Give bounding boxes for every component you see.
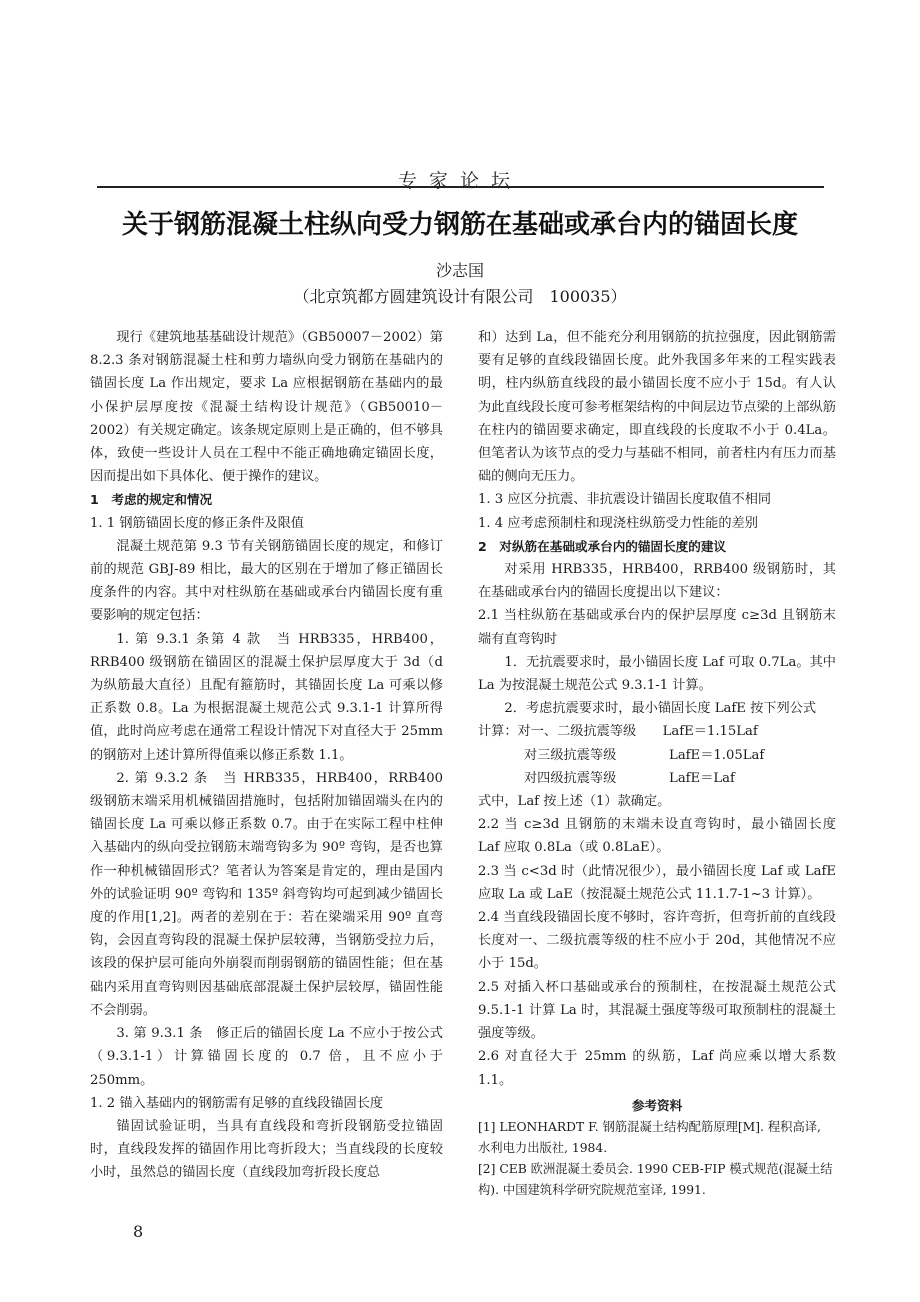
paragraph: 1. 3 应区分抗震、非抗震设计锚固长度取值不相同 bbox=[478, 492, 772, 508]
author-affiliation: （北京筑都方圆建筑设计有限公司 100035） bbox=[293, 287, 627, 306]
paragraph: 2.2 当 c≥3d 且钢筋的末端未设直弯钩时，最小锚固长度 Laf 应取 0.8La（或 0.8LaE）。 bbox=[478, 817, 836, 856]
author-name: 沙志国 bbox=[435, 261, 484, 280]
paragraph: 对三级抗震等级 LafE＝1.05Laf bbox=[524, 747, 765, 763]
paragraph: 2. 第 9.3.2 条 当 HRB335，HRB400，RRB400 级钢筋末端采用机械锚固措施时，包括附加锚固端头在内的锚固长度 La 可乘以修正系数 0.7。由于在实际工程中柱伸入基础内的纵向受拉钢筋末端弯钩多为 90º 弯钩，是否也算作一种机械锚固形式？笔者认为答案是肯定的，理由是国内外的试验证明 90º 弯钩和 135º 斜弯钩均可起到减少锚固长度的作用[1,2]。两者的差别在于：若在梁端采用 90º 直弯钩，会因直弯钩段的混凝土保护层较薄，当钢筋受拉力后，该段的保护层可能向外崩裂而削弱钢筋的锚固性能；但在基础内采用直弯钩则因基础底部混凝土保护层较厚，锚固性能不会削弱。 bbox=[90, 770, 443, 1018]
page-number: 8 bbox=[133, 1222, 144, 1241]
paragraph: 2.6 对直径大于 25mm 的纵筋，Laf 尚应乘以增大系数 1.1。 bbox=[478, 1049, 836, 1088]
paragraph: 1. 2 锚入基础内的钢筋需有足够的直线段锚固长度 bbox=[90, 1095, 384, 1111]
paragraph: [1] LEONHARDT F. 钢筋混凝土结构配筋原理[M]. 程积高译, 水利电力出版社, 1984. bbox=[478, 1119, 821, 1155]
paragraph: 计算：对一、二级抗震等级 LafE＝1.15Laf bbox=[478, 724, 758, 740]
paragraph: 1. 4 应考虑预制柱和现浇柱纵筋受力性能的差别 bbox=[478, 515, 758, 531]
paragraph: 2．考虑抗震要求时，最小锚固长度 LafE 按下列公式 bbox=[504, 701, 817, 717]
paragraph: 式中，Laf 按上述（1）款确定。 bbox=[478, 794, 671, 810]
top-rule bbox=[97, 186, 824, 188]
paragraph: 2.4 当直线段锚固长度不够时，容许弯折，但弯折前的直线段长度对一、二级抗震等级的柱不应小于 20d，其他情况不应小于 15d。 bbox=[478, 910, 836, 972]
paragraph: 3. 第 9.3.1 条 修正后的锚固长度 La 不应小于按公式（9.3.1-1）计算锚固长度的 0.7 倍，且不应小于 250mm。 bbox=[90, 1026, 443, 1088]
left-column bbox=[90, 326, 443, 1185]
paragraph: 锚固试验证明，当具有直线段和弯折段钢筋受拉锚固时，直线段发挥的锚固作用比弯折段大；当直线段的长度较小时，虽然总的锚固长度（直线段加弯折段长度总 bbox=[90, 1118, 443, 1181]
paragraph: 对采用 HRB335，HRB400，RRB400 级钢筋时，其在基础或承台内的锚固长度提出以下建议： bbox=[478, 562, 836, 601]
paragraph: 2.1 当柱纵筋在基础或承台内的保护层厚度 c≥3d 且钢筋末端有直弯钩时 bbox=[478, 608, 836, 647]
paragraph: 混凝土规范第 9.3 节有关钢筋锚固长度的规定，和修订前的规范 GBJ-89 相比，最大的区别在于增加了修正锚固长度条件的内容。其中对柱纵筋在基础或承台内锚固长度有重要影响的规定包括： bbox=[90, 538, 443, 624]
paragraph: 1. 第 9.3.1 条第 4 款 当 HRB335，HRB400，RRB400 级钢筋在锚固区的混凝土保护层厚度大于 3d（d 为纵筋最大直径）且配有箍筋时，其锚固长度 La 可乘以修正系数 0.8。La 为根据混凝土规范公式 9.3.1-1 计算所得值，此时尚应考虑在通常工程设计情况下对直径大于 25mm 的钢筋对上述计算所得值乘以修正系数 1.1。 bbox=[90, 631, 443, 763]
paragraph: 现行《建筑地基基础设计规范》（GB50007－2002）第 8.2.3 条对钢筋混凝土柱和剪力墙纵向受力钢筋在基础内的锚固长度 La 作出规定，要求 La 应根据钢筋在基础内的最小保护层厚度按《混凝土结构设计规范》（GB50010－2002）有关规定确定。该条规定原则上是正确的，但不够具体，致使一些设计人员在工程中不能正确地确定锚固长度，因而提出如下具体化、便于操作的建议。 bbox=[90, 330, 443, 485]
paragraph: 1. 1 钢筋锚固长度的修正条件及限值 bbox=[90, 515, 304, 531]
paragraph: 和）达到 La，但不能充分利用钢筋的抗拉强度，因此钢筋需要有足够的直线段锚固长度。此外我国多年来的工程实践表明，柱内纵筋直线段的最小锚固长度不应小于 15d。有人认为此直线段长度可参考框架结构的中间层边节点梁的上部纵筋在柱内的锚固要求确定，即直线段的长度取不小于 0.4La。但笔者认为该节点的受力与基础不相同，前者柱内有压力而基础的侧向无压力。 bbox=[478, 330, 836, 485]
paragraph: 1．无抗震要求时，最小锚固长度 Laf 可取 0.7La。其中 La 为按混凝土规范公式 9.3.1-1 计算。 bbox=[478, 654, 836, 694]
paragraph: 2.3 当 c<3d 时（此情况很少），最小锚固长度 Laf 或 LafE 应取 La 或 LaE（按混凝土规范公式 11.1.7-1~3 计算）。 bbox=[478, 863, 836, 902]
paragraph: [2] CEB 欧洲混凝土委员会. 1990 CEB-FIP 模式规范(混凝土结构). 中国建筑科学研究院规范室译, 1991. bbox=[478, 1161, 833, 1197]
paragraph: 参考资料 bbox=[631, 1097, 683, 1113]
paragraph: 2 对纵筋在基础或承台内的锚固长度的建议 bbox=[478, 538, 727, 554]
right-column bbox=[478, 326, 836, 1201]
paragraph: 2.5 对插入杯口基础或承台的预制柱，在按混凝土规范公式 9.5.1-1 计算 La 时，其混凝土强度等级可取预制柱的混凝土强度等级。 bbox=[478, 979, 836, 1042]
paragraph: 1 考虑的规定和情况 bbox=[90, 492, 213, 508]
article-title: 关于钢筋混凝土柱纵向受力钢筋在基础或承台内的锚固长度 bbox=[121, 210, 798, 240]
section-label: 专家论坛 bbox=[397, 170, 522, 192]
paragraph: 对四级抗震等级 LafE＝Laf bbox=[524, 770, 735, 786]
